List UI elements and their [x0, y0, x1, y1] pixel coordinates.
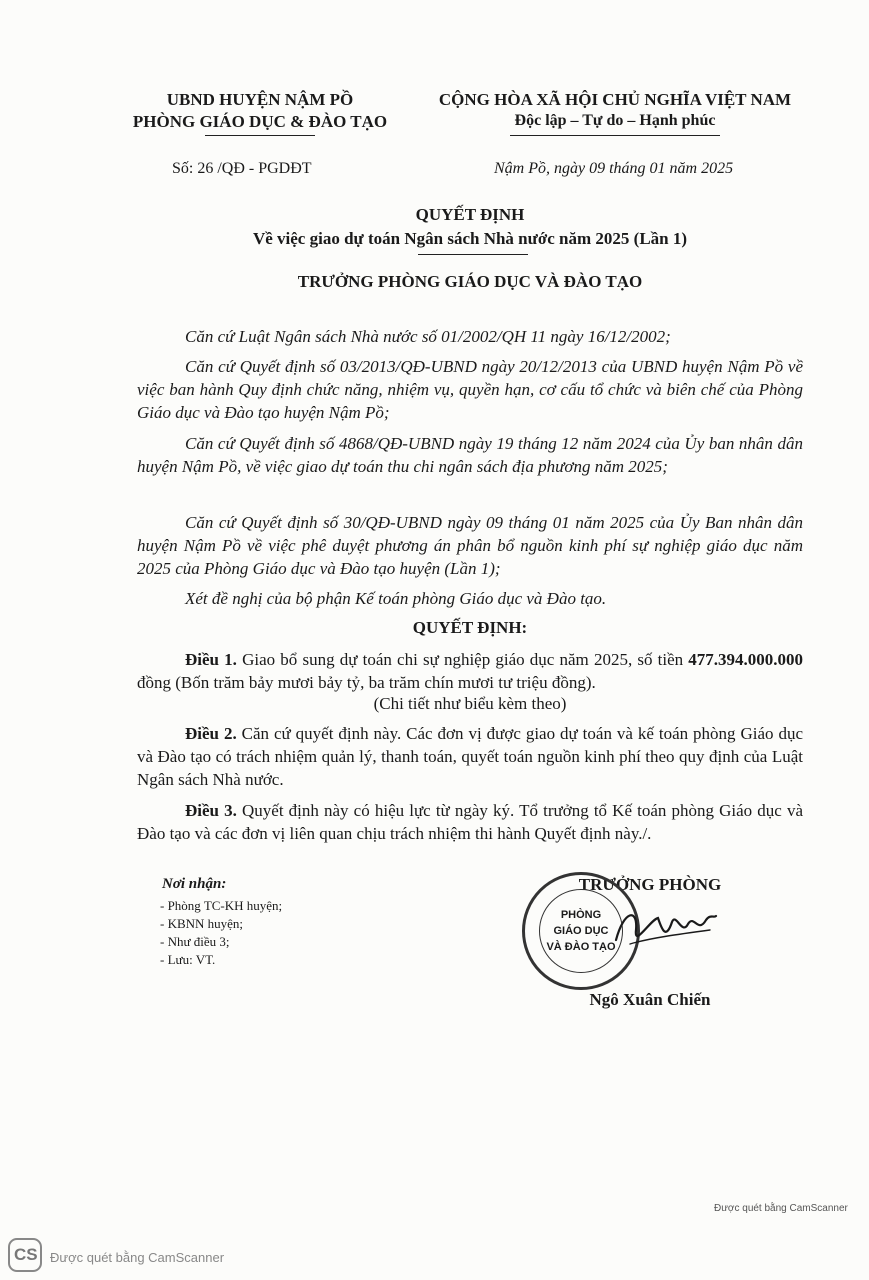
- issuer-heading: TRƯỞNG PHÒNG GIÁO DỤC VÀ ĐÀO TẠO: [297, 272, 643, 291]
- handwritten-signature: [610, 900, 720, 960]
- decision-heading: QUYẾT ĐỊNH:: [412, 618, 528, 637]
- article-1-note: (Chi tiết như biểu kèm theo): [373, 694, 567, 713]
- recipient-item: - Phòng TC-KH huyện;: [160, 898, 283, 913]
- recipient-item: - Lưu: VT.: [160, 952, 216, 967]
- document-number: Số: 26 /QĐ - PGDĐT: [172, 160, 312, 177]
- subject-underline: [418, 254, 528, 255]
- document-date: Nậm Pồ, ngày 09 tháng 01 năm 2025: [494, 160, 734, 177]
- agency-parent: UBND HUYỆN NẬM PỒ: [166, 90, 354, 109]
- document-title: QUYẾT ĐỊNH: [415, 205, 525, 224]
- basis-3: Căn cứ Quyết định số 4868/QĐ-UBND ngày 19 tháng 12 năm 2024 của Ủy ban nhân dân huyện Nậm Pồ, về việc giao dự toán thu chi ngân sách địa phương năm 2025;: [137, 434, 803, 476]
- seal-text-1: PHÒNG: [560, 909, 602, 921]
- article-1: Điều 1. Giao bổ sung dự toán chi sự nghiệp giáo dục năm 2025, số tiền 477.394.000.000 đồng (Bốn trăm bảy mươi bảy tỷ, ba trăm chín mươi tư triệu đồng).: [137, 650, 804, 692]
- signer-name: Ngô Xuân Chiến: [589, 990, 711, 1009]
- seal-text-3: VÀ ĐÀO TẠO: [546, 941, 616, 953]
- seal-text-2: GIÁO DỤC: [553, 925, 609, 937]
- article-1-label: Điều 1.: [185, 650, 237, 669]
- basis-4: Căn cứ Quyết định số 30/QĐ-UBND ngày 09 tháng 01 năm 2025 của Ủy Ban nhân dân huyện Nậm Pồ về việc phê duyệt phương án phân bổ nguồn kinh phí sự nghiệp giáo dục năm 2025 của Phòng Giáo dục và Đào tạo huyện (Lần 1);: [137, 513, 803, 578]
- basis-2: Căn cứ Quyết định số 03/2013/QĐ-UBND ngày 20/12/2013 của UBND huyện Nậm Pồ về việc ban hành Quy định chức năng, nhiệm vụ, quyền hạn, cơ cấu tổ chức và biên chế của Phòng Giáo dục và Đào tạo huyện Nậm Pồ;: [137, 357, 803, 422]
- document-subject: Về việc giao dự toán Ngân sách Nhà nước năm 2025 (Lần 1): [252, 229, 688, 248]
- agency-name: PHÒNG GIÁO DỤC & ĐÀO TẠO: [132, 112, 388, 131]
- agency-underline: [205, 135, 315, 136]
- scanner-footer: Được quét bằng CamScanner: [50, 1250, 225, 1265]
- article-3: Điều 3. Quyết định này có hiệu lực từ ngày ký. Tổ trưởng tổ Kế toán phòng Giáo dục và Đào tạo và các đơn vị liên quan chịu trách nhiệm thi hành Quyết định này./.: [137, 801, 803, 843]
- camscanner-logo-text: CS: [14, 1245, 38, 1264]
- article-2: Điều 2. Căn cứ quyết định này. Các đơn vị được giao dự toán và kế toán phòng Giáo dục và Đào tạo có trách nhiệm quản lý, thanh toán, quyết toán nguồn kinh phí theo quy định của Luật Ngân sách Nhà nước.: [137, 724, 804, 789]
- basis-5: Xét đề nghị của bộ phận Kế toán phòng Giáo dục và Đào tạo.: [185, 589, 607, 608]
- basis-1: Căn cứ Luật Ngân sách Nhà nước số 01/2002/QH 11 ngày 16/12/2002;: [185, 327, 671, 346]
- recipient-item: - Như điều 3;: [160, 934, 230, 949]
- amount: 477.394.000.000: [688, 650, 804, 669]
- motto-underline: [510, 135, 720, 136]
- signer-title: TRƯỞNG PHÒNG: [578, 875, 722, 894]
- scanner-watermark: Được quét bằng CamScanner: [714, 1203, 848, 1214]
- recipients-heading: Nơi nhận:: [162, 876, 227, 892]
- national-title: CỘNG HÒA XÃ HỘI CHỦ NGHĨA VIỆT NAM: [438, 90, 792, 109]
- national-motto: Độc lập – Tự do – Hạnh phúc: [514, 112, 716, 129]
- recipient-item: - KBNN huyện;: [160, 916, 244, 931]
- camscanner-logo-icon: [8, 1238, 42, 1272]
